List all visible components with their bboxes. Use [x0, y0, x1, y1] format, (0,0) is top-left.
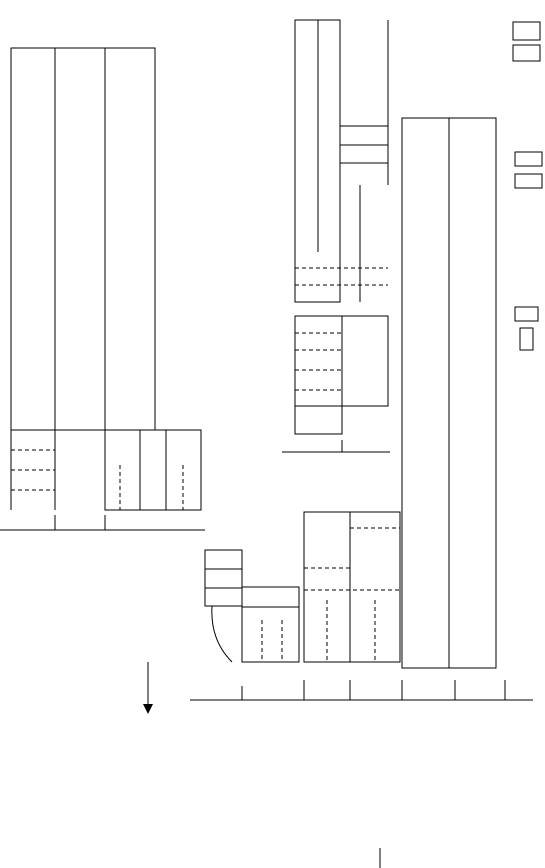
center-mid-section	[282, 316, 390, 452]
bottom-row-labels	[190, 680, 533, 700]
right-section	[388, 20, 496, 668]
far-right-section	[513, 22, 542, 350]
left-section	[0, 48, 205, 530]
bottom-center-section	[205, 512, 400, 662]
entrance-arrow-head	[143, 704, 153, 714]
center-top-section	[295, 20, 388, 302]
